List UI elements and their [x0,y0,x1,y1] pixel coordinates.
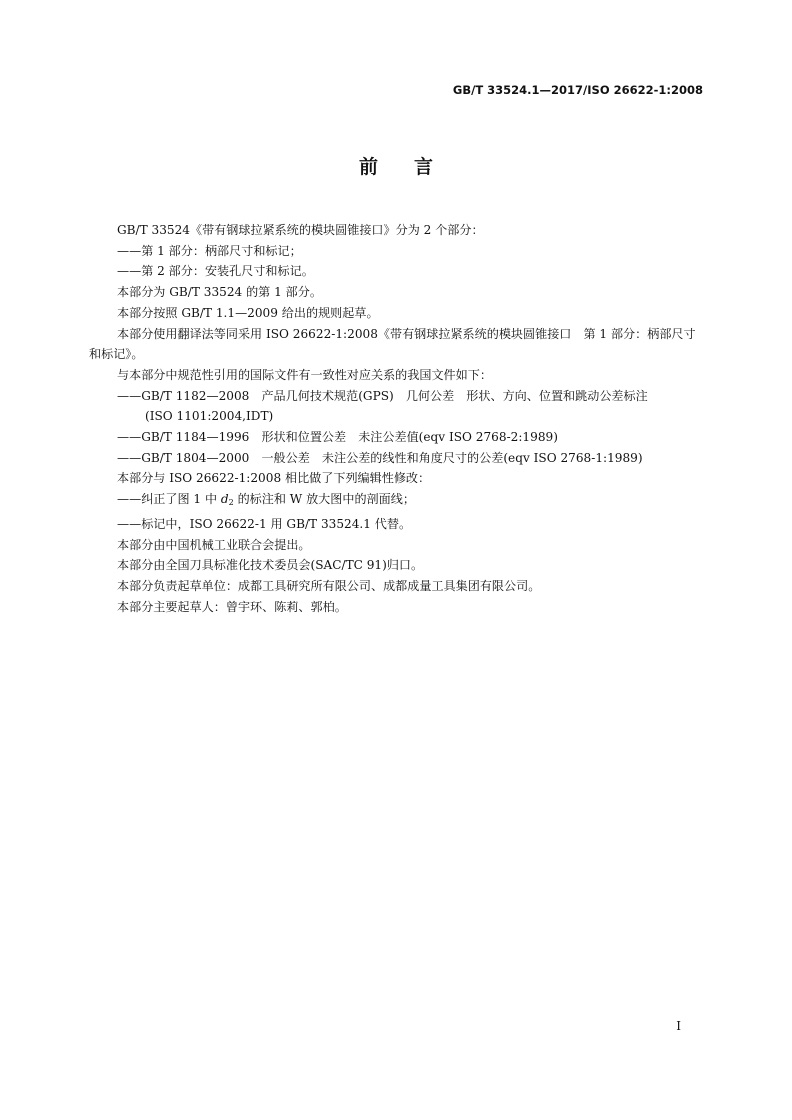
variable-subscript: 2 [228,498,234,508]
paragraph-centralized-by: 本部分由全国刀具标准化技术委员会(SAC/TC 91)归口。 [117,558,424,573]
variable-d: d [220,492,229,507]
list-item-gbt-1182: ——GB/T 1182—2008 产品几何技术规范(GPS) 几何公差 形状、方向、位置和跳动公差标注 [117,388,648,403]
list-item-part-1: ——第 1 部分：柄部尺寸和标记； [117,243,302,258]
document-body [89,220,704,617]
list-item-part-2: ——第 2 部分：安装孔尺寸和标记。 [117,264,314,279]
list-item-gbt-1182-continuation: (ISO 1101:2004,IDT) [145,409,274,424]
page-number: I [676,1019,681,1033]
correction-text-before: ——纠正了图 1 中 [117,492,221,507]
paragraph-this-part: 本部分为 GB/T 33524 的第 1 部分。 [117,285,322,300]
paragraph-normative-refs-intro: 与本部分中规范性引用的国际文件有一致性对应关系的我国文件如下： [117,367,492,382]
standard-code: GB/T 33524.1—2017/ISO 26622-1:2008 [452,83,703,97]
paragraph-parts-overview: GB/T 33524《带有钢球拉紧系统的模块圆锥接口》分为 2 个部分： [117,223,484,237]
correction-text-after: 的标注和 W 放大图中的剖面线； [233,492,415,507]
paragraph-drafters: 本部分主要起草人：曾宇环、陈莉、郭柏。 [117,599,347,614]
page-title: 前言 [358,156,469,178]
list-item-gbt-1184: ——GB/T 1184—1996 形状和位置公差 未注公差值(eqv ISO 2768-2:1989) [117,430,558,445]
list-item-correction-d2 [89,489,704,514]
paragraph-drafting-rules: 本部分按照 GB/T 1.1—2009 给出的规则起草。 [117,305,379,320]
list-item-marking-replacement: ——标记中，ISO 26622-1 用 GB/T 33524.1 代替。 [117,516,412,531]
paragraph-drafting-units: 本部分负责起草单位：成都工具研究所有限公司、成都成量工具集团有限公司。 [117,578,541,593]
paragraph-adoption: 本部分使用翻译法等同采用 ISO 26622-1:2008《带有钢球拉紧系统的模块圆锥接口 第 1 部分：柄部尺寸和标记》。 [89,326,696,362]
paragraph-proposed-by: 本部分由中国机械工业联合会提出。 [117,537,311,552]
list-item-gbt-1804: ——GB/T 1804—2000 一般公差 未注公差的线性和角度尺寸的公差(eqv ISO 2768-1:1989) [117,450,643,465]
paragraph-editorial-changes: 本部分与 ISO 26622-1:2008 相比做了下列编辑性修改： [117,471,431,486]
